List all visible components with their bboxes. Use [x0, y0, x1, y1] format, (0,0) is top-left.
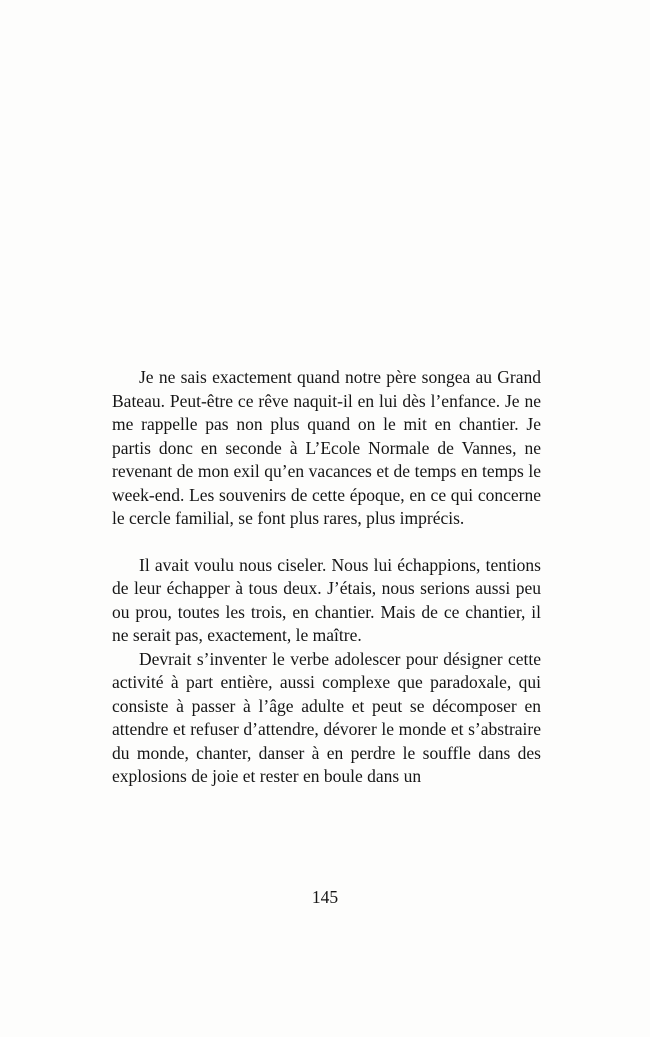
- paragraph-2: Il avait voulu nous ciseler. Nous lui échappions, tentions de leur échapper à tous deux. J’étais, nous serions aussi peu ou prou, toutes les trois, en chantier. Mais de ce chantier, il ne serait pas, exactement, le maître.: [112, 554, 541, 645]
- paragraph-3: Devrait s’inventer le verbe adolescer pour désigner cette activité à part entière, aussi complexe que paradoxale, qui consiste à passer à l’âge adulte et peut se décomposer en attendre et refuser d’attendre, dévorer le monde et s’abstraire du monde, chanter, danser à en perdre le souffle dans des explosions de joie et rester en boule dans un: [112, 648, 541, 786]
- page-number: 145: [311, 887, 339, 907]
- text-block: [112, 366, 541, 789]
- paragraph-1: Je ne sais exactement quand notre père songea au Grand Bateau. Peut-être ce rêve naquit-il en lui dès l’enfance. Je ne me rappelle pas non plus quand on le mit en chantier. Je partis donc en seconde à L’Ecole Normale de Vannes, ne revenant de mon exil qu’en vacances et de temps en temps le week-end. Les souvenirs de cette époque, en ce qui concerne le cercle familial, se font plus rares, plus imprécis.: [112, 367, 541, 528]
